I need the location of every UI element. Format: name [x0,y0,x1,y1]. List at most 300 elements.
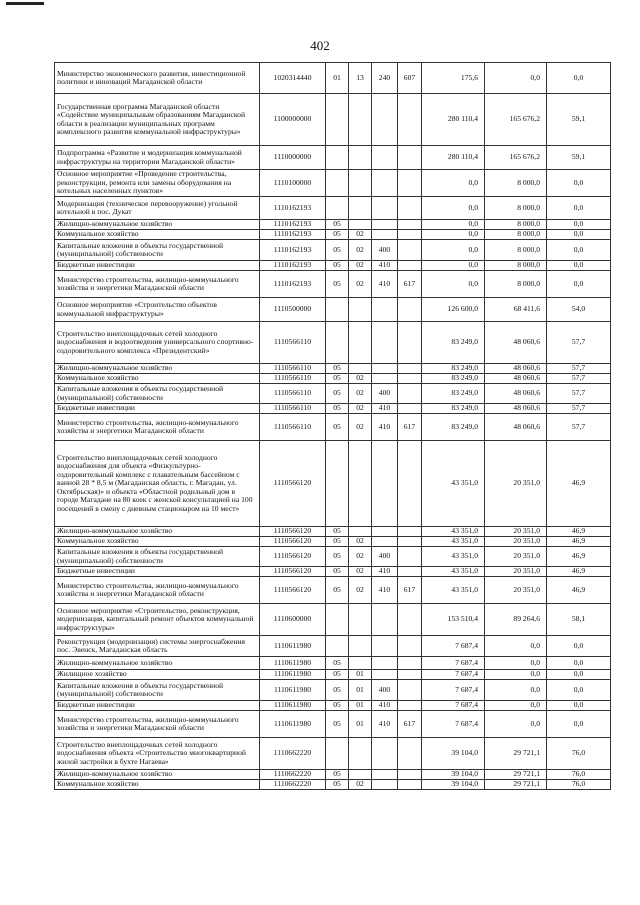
row-code: 1110162193 [260,197,326,220]
row-section: 05 [326,680,349,701]
row-expense-type [372,146,398,170]
row-subsection: 02 [349,537,372,547]
row-percent: 0,0 [547,680,611,701]
row-section: 05 [326,537,349,547]
row-percent: 0,0 [547,170,611,197]
row-expense-type [372,670,398,680]
row-ministry-code [398,146,422,170]
row-expense-type: 410 [372,577,398,604]
row-ministry-code [398,220,422,230]
row-plan-amount: 0,0 [422,271,485,298]
table-row [55,146,611,170]
row-name: Бюджетные инвестиции [55,404,260,414]
row-code: 1110662220 [260,738,326,770]
row-plan-amount: 83 249,0 [422,404,485,414]
row-expense-type: 410 [372,567,398,577]
row-name: Жилищно-коммунальное хозяйство [55,770,260,780]
row-plan-amount: 83 249,0 [422,364,485,374]
row-ministry-code [398,547,422,567]
row-expense-type [372,657,398,670]
row-expense-type: 400 [372,547,398,567]
row-section: 05 [326,527,349,537]
row-actual-amount: 20 351,0 [485,537,547,547]
row-code: 1110500000 [260,298,326,322]
row-expense-type: 410 [372,271,398,298]
table-row [55,711,611,738]
page-number: 402 [310,38,330,53]
row-section [326,322,349,364]
row-actual-amount: 29 721,1 [485,780,547,790]
budget-table-body [55,63,611,790]
row-plan-amount: 43 351,0 [422,537,485,547]
row-expense-type: 410 [372,404,398,414]
row-code: 1110566110 [260,322,326,364]
row-actual-amount: 8 000,0 [485,230,547,240]
row-section: 05 [326,404,349,414]
row-ministry-code [398,261,422,271]
row-code: 1110662220 [260,770,326,780]
row-section: 05 [326,547,349,567]
row-actual-amount: 8 000,0 [485,220,547,230]
row-ministry-code [398,657,422,670]
row-subsection: 02 [349,547,372,567]
row-ministry-code [398,384,422,404]
table-row [55,374,611,384]
row-actual-amount: 29 721,1 [485,770,547,780]
row-subsection: 02 [349,374,372,384]
row-actual-amount: 8 000,0 [485,240,547,261]
table-row [55,636,611,657]
row-name: Коммунальное хозяйство [55,537,260,547]
row-subsection: 02 [349,240,372,261]
row-plan-amount: 83 249,0 [422,384,485,404]
row-code: 1100000000 [260,94,326,146]
row-expense-type [372,770,398,780]
row-plan-amount: 7 687,4 [422,657,485,670]
row-actual-amount: 48 060,6 [485,404,547,414]
row-section: 05 [326,261,349,271]
table-row [55,577,611,604]
row-section [326,170,349,197]
row-expense-type: 400 [372,384,398,404]
row-ministry-code: 617 [398,271,422,298]
row-expense-type: 410 [372,261,398,271]
row-actual-amount: 0,0 [485,711,547,738]
row-expense-type: 240 [372,63,398,94]
table-row [55,547,611,567]
row-expense-type [372,298,398,322]
table-row [55,657,611,670]
row-subsection [349,738,372,770]
row-plan-amount: 126 600,0 [422,298,485,322]
row-plan-amount: 175,6 [422,63,485,94]
row-expense-type [372,441,398,527]
table-row [55,670,611,680]
table-row [55,414,611,441]
row-ministry-code [398,240,422,261]
row-ministry-code: 617 [398,711,422,738]
row-name: Жилищно-коммунальное хозяйство [55,364,260,374]
row-name: Жилищно-коммунальное хозяйство [55,220,260,230]
table-row [55,604,611,636]
row-actual-amount: 48 060,6 [485,322,547,364]
row-code: 1110566120 [260,527,326,537]
row-subsection: 02 [349,271,372,298]
row-expense-type [372,197,398,220]
row-ministry-code [398,298,422,322]
table-row [55,441,611,527]
row-ministry-code [398,364,422,374]
row-code: 1110566120 [260,537,326,547]
row-subsection: 02 [349,567,372,577]
row-name: Капитальные вложения в объекты государственной (муниципальной) собственности [55,547,260,567]
row-actual-amount: 68 411,6 [485,298,547,322]
row-ministry-code [398,197,422,220]
row-expense-type [372,738,398,770]
row-subsection [349,770,372,780]
row-plan-amount: 83 249,0 [422,322,485,364]
row-section [326,94,349,146]
row-percent: 0,0 [547,657,611,670]
row-code: 1110162193 [260,271,326,298]
row-actual-amount: 20 351,0 [485,527,547,537]
table-row [55,63,611,94]
row-code: 1110611980 [260,711,326,738]
row-plan-amount: 280 110,4 [422,146,485,170]
row-plan-amount: 7 687,4 [422,701,485,711]
row-name: Министерство строительства, жилищно-коммунального хозяйства и энергетики Магаданской области [55,711,260,738]
row-actual-amount: 20 351,0 [485,441,547,527]
row-section: 05 [326,374,349,384]
row-plan-amount: 280 110,4 [422,94,485,146]
row-actual-amount: 0,0 [485,701,547,711]
row-expense-type [372,374,398,384]
row-subsection [349,527,372,537]
row-name: Бюджетные инвестиции [55,261,260,271]
row-plan-amount: 7 687,4 [422,680,485,701]
row-section: 05 [326,701,349,711]
row-code: 1110566110 [260,364,326,374]
row-code: 1110611980 [260,670,326,680]
row-subsection: 13 [349,63,372,94]
row-section [326,441,349,527]
row-percent: 57,7 [547,404,611,414]
row-code: 1110600000 [260,604,326,636]
table-row [55,738,611,770]
row-percent: 57,7 [547,374,611,384]
row-ministry-code [398,738,422,770]
row-actual-amount: 48 060,6 [485,384,547,404]
row-name: Коммунальное хозяйство [55,230,260,240]
row-plan-amount: 43 351,0 [422,547,485,567]
row-actual-amount: 0,0 [485,636,547,657]
row-actual-amount: 0,0 [485,680,547,701]
row-plan-amount: 0,0 [422,240,485,261]
row-subsection: 01 [349,711,372,738]
row-code: 1110566110 [260,404,326,414]
row-section: 01 [326,63,349,94]
row-actual-amount: 20 351,0 [485,577,547,604]
row-section [326,738,349,770]
row-subsection: 01 [349,670,372,680]
table-row [55,240,611,261]
row-percent: 57,7 [547,384,611,404]
row-percent: 57,7 [547,364,611,374]
row-section: 05 [326,230,349,240]
row-section: 05 [326,414,349,441]
row-name: Основное мероприятие «Строительство объектов коммунальной инфраструктуры» [55,298,260,322]
row-name: Капитальные вложения в объекты государственной (муниципальной) собственности [55,384,260,404]
row-expense-type: 400 [372,680,398,701]
row-expense-type: 410 [372,414,398,441]
row-name: Жилищно-коммунальное хозяйство [55,657,260,670]
row-actual-amount: 8 000,0 [485,271,547,298]
row-percent: 0,0 [547,261,611,271]
row-name: Капитальные вложения в объекты государственной (муниципальной) собственности [55,680,260,701]
row-expense-type: 410 [372,711,398,738]
row-actual-amount: 165 676,2 [485,146,547,170]
row-expense-type [372,220,398,230]
row-actual-amount: 48 060,6 [485,374,547,384]
row-name: Строительство внеплощадочных сетей холодного водоснабжения для объекта «Физкультурно-оздоровительный комплекс с плавательным бассейном с ванной 28 * 8,5 м (Магаданская область, г. Магадан, ул. Октябрьская)» и объекта «Областной родильный дом в городе Магадане на 80 коек с женской консультацией на 100 посещений в смену с дневным стационаром на 10 мест» [55,441,260,527]
row-subsection [349,170,372,197]
row-code: 1110162193 [260,220,326,230]
row-subsection [349,657,372,670]
row-name: Бюджетные инвестиции [55,701,260,711]
row-expense-type [372,537,398,547]
row-percent: 0,0 [547,670,611,680]
row-section [326,636,349,657]
row-plan-amount: 83 249,0 [422,374,485,384]
row-subsection [349,146,372,170]
row-code: 1110566120 [260,567,326,577]
row-section: 05 [326,384,349,404]
row-plan-amount: 0,0 [422,220,485,230]
row-subsection: 01 [349,680,372,701]
table-row [55,322,611,364]
row-code: 1110566120 [260,577,326,604]
table-row [55,384,611,404]
row-percent: 59,1 [547,94,611,146]
row-expense-type [372,94,398,146]
table-row [55,271,611,298]
row-code: 1110611980 [260,701,326,711]
row-percent: 57,7 [547,322,611,364]
row-name: Министерство экономического развития, инвестиционной политики и инноваций Магаданской области [55,63,260,94]
row-plan-amount: 39 104,0 [422,770,485,780]
row-section: 05 [326,271,349,298]
row-percent: 54,0 [547,298,611,322]
row-name: Строительство внеплощадочных сетей холодного водоснабжения объекта «Строительство многоквартирной жилой застройки в бухте Нагаева» [55,738,260,770]
row-subsection [349,322,372,364]
table-row [55,197,611,220]
row-name: Министерство строительства, жилищно-коммунального хозяйства и энергетики Магаданской области [55,577,260,604]
row-plan-amount: 43 351,0 [422,527,485,537]
row-section: 05 [326,240,349,261]
row-actual-amount: 89 264,6 [485,604,547,636]
row-ministry-code [398,780,422,790]
row-ministry-code [398,527,422,537]
row-percent: 59,1 [547,146,611,170]
row-code: 1110662220 [260,780,326,790]
row-percent: 0,0 [547,701,611,711]
row-section: 05 [326,220,349,230]
row-section [326,146,349,170]
table-row [55,780,611,790]
row-subsection: 02 [349,577,372,604]
row-section: 05 [326,770,349,780]
row-actual-amount: 48 060,6 [485,414,547,441]
table-row [55,230,611,240]
row-name: Реконструкция (модернизация) системы энергоснабжения пос. Эвенск, Магаданская область [55,636,260,657]
row-expense-type [372,322,398,364]
row-code: 1110162193 [260,240,326,261]
row-expense-type [372,230,398,240]
row-percent: 0,0 [547,271,611,298]
row-subsection: 02 [349,384,372,404]
row-percent: 46,9 [547,577,611,604]
row-percent: 0,0 [547,240,611,261]
row-code: 1110566110 [260,384,326,404]
row-expense-type: 400 [372,240,398,261]
table-row [55,220,611,230]
row-actual-amount: 0,0 [485,657,547,670]
row-section: 05 [326,780,349,790]
row-subsection: 02 [349,414,372,441]
row-subsection: 01 [349,701,372,711]
row-ministry-code: 617 [398,414,422,441]
row-code: 1110611980 [260,657,326,670]
row-name: Основное мероприятие «Проведение строительства, реконструкции, ремонта или замены оборудования на котельных населенных пунктов» [55,170,260,197]
row-ministry-code [398,374,422,384]
row-percent: 46,9 [547,537,611,547]
row-ministry-code [398,604,422,636]
row-code: 1110566120 [260,547,326,567]
row-ministry-code [398,230,422,240]
row-code: 1110566110 [260,374,326,384]
row-percent: 0,0 [547,220,611,230]
row-code: 1110611980 [260,636,326,657]
row-actual-amount: 48 060,6 [485,364,547,374]
table-row [55,364,611,374]
table-row [55,261,611,271]
row-ministry-code [398,94,422,146]
row-plan-amount: 43 351,0 [422,567,485,577]
row-name: Жилищно-коммунальное хозяйство [55,527,260,537]
row-name: Коммунальное хозяйство [55,780,260,790]
row-section: 05 [326,364,349,374]
row-plan-amount: 39 104,0 [422,738,485,770]
table-row [55,298,611,322]
row-ministry-code: 607 [398,63,422,94]
row-subsection: 02 [349,780,372,790]
row-name: Бюджетные инвестиции [55,567,260,577]
row-plan-amount: 0,0 [422,197,485,220]
row-ministry-code [398,670,422,680]
row-ministry-code [398,322,422,364]
row-section: 05 [326,567,349,577]
row-subsection [349,441,372,527]
row-subsection: 02 [349,230,372,240]
row-section: 05 [326,577,349,604]
row-code: 1110100000 [260,170,326,197]
row-percent: 46,9 [547,527,611,537]
row-plan-amount: 83 249,0 [422,414,485,441]
row-actual-amount: 20 351,0 [485,567,547,577]
row-ministry-code [398,770,422,780]
row-expense-type [372,780,398,790]
row-actual-amount: 29 721,1 [485,738,547,770]
row-ministry-code: 617 [398,577,422,604]
row-percent: 46,9 [547,441,611,527]
row-plan-amount: 0,0 [422,230,485,240]
scan-corner-mark [6,2,44,5]
row-subsection: 02 [349,404,372,414]
table-row [55,567,611,577]
row-subsection [349,604,372,636]
row-percent: 46,9 [547,567,611,577]
row-name: Коммунальное хозяйство [55,374,260,384]
row-subsection [349,220,372,230]
row-actual-amount: 0,0 [485,670,547,680]
row-percent: 76,0 [547,770,611,780]
row-name: Модернизация (техническое перевооружение) угольной котельной в пос. Дукат [55,197,260,220]
row-name: Государственная программа Магаданской области «Содействие муниципальным образованиям Магаданской области в реализации муниципальных программ комплексного развития коммунальной инфраструктуры» [55,94,260,146]
row-name: Капитальные вложения в объекты государственной (муниципальной) собственности [55,240,260,261]
row-actual-amount: 20 351,0 [485,547,547,567]
row-code: 1110566120 [260,441,326,527]
row-section: 05 [326,657,349,670]
row-code: 1110611980 [260,680,326,701]
row-actual-amount: 165 676,2 [485,94,547,146]
row-subsection [349,94,372,146]
row-code: 1020314440 [260,63,326,94]
row-subsection [349,364,372,374]
row-plan-amount: 39 104,0 [422,780,485,790]
row-ministry-code [398,404,422,414]
row-ministry-code [398,680,422,701]
row-name: Строительство внеплощадочных сетей холодного водоснабжения и водоотведения универсального спортивно-оздоровительного комплекса «Президентский» [55,322,260,364]
table-row [55,404,611,414]
row-actual-amount: 8 000,0 [485,197,547,220]
row-ministry-code [398,441,422,527]
row-percent: 58,1 [547,604,611,636]
row-ministry-code [398,567,422,577]
row-actual-amount: 8 000,0 [485,261,547,271]
row-percent: 76,0 [547,738,611,770]
row-percent: 76,0 [547,780,611,790]
row-ministry-code [398,701,422,711]
row-expense-type: 410 [372,701,398,711]
row-name: Министерство строительства, жилищно-коммунального хозяйства и энергетики Магаданской области [55,271,260,298]
row-expense-type [372,604,398,636]
row-plan-amount: 0,0 [422,170,485,197]
row-plan-amount: 7 687,4 [422,636,485,657]
row-subsection: 02 [349,261,372,271]
table-row [55,170,611,197]
table-row [55,701,611,711]
table-row [55,527,611,537]
row-plan-amount: 0,0 [422,261,485,271]
row-percent: 46,9 [547,547,611,567]
row-ministry-code [398,170,422,197]
row-section: 05 [326,670,349,680]
table-row [55,94,611,146]
row-percent: 0,0 [547,230,611,240]
row-plan-amount: 153 510,4 [422,604,485,636]
row-ministry-code [398,537,422,547]
row-section [326,604,349,636]
